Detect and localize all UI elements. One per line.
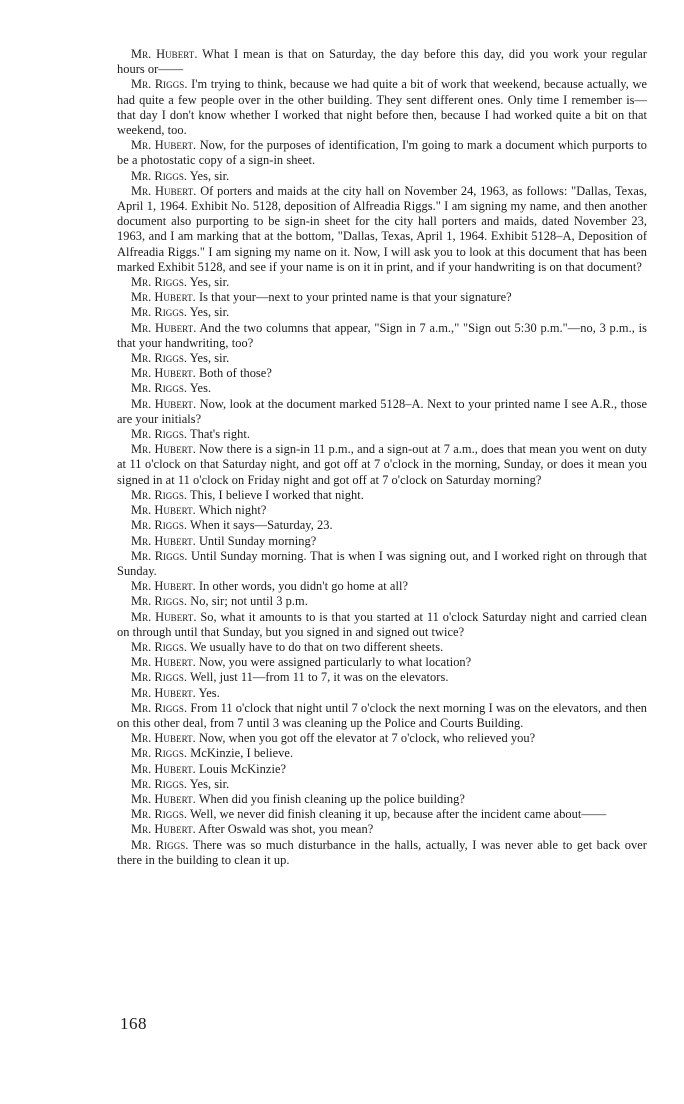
speech-text: Is that your—next to your printed name is that your signature? [198,290,512,305]
speaker-name: Mr. Riggs. [131,700,188,715]
transcript-paragraph [117,442,647,488]
transcript-paragraph [117,701,647,731]
speech-text: Now there is a sign-in 11 p.m., and a sign-out at 7 a.m., does that mean you went on duty at 11 o'clock on that Saturday night, and got off at 7 o'clock in the morning, Sunday, or does it mean you signed in at 11 o'clock on Friday night and got off at 7 o'clock on Saturday morning? [117,442,648,487]
transcript-body [117,47,647,868]
speaker-name: Mr. Riggs. [131,305,188,320]
transcript-paragraph [117,822,647,837]
transcript-paragraph [117,731,647,746]
speaker-name: Mr. Riggs. [131,351,188,366]
speaker-name: Mr. Hubert. [131,47,198,61]
transcript-paragraph [117,427,647,442]
speech-text: So, what it amounts to is that you started at 11 o'clock Saturday night and carried clean on through until that Sunday, but you signed in and signed out twice? [117,609,647,639]
transcript-paragraph [117,655,647,670]
transcript-paragraph [117,366,647,381]
speaker-name: Mr. Riggs. [131,487,188,502]
speech-text: Of porters and maids at the city hall on November 24, 1963, as follows: "Dallas, Texas, April 1, 1964. Exhibit No. 5128, deposition of Alfreadia Riggs." I am signing my name, and then another document also purporting to be sign-in sheet for the city hall porters and maids, dated November 23, 1963, and I am marking that at the bottom, "Dallas, Texas, April 1, 1964. Exhibit 5128–A, Deposition of Alfreadia Riggs." I am signing my name on it. Now, I will ask you to look at this document that has been marked Exhibit 5128, and see if your name is on it in print, and if your handwriting is on that document? [117,183,647,274]
speaker-name: Mr. Hubert. [131,366,196,381]
transcript-paragraph [117,807,647,822]
transcript-paragraph [117,579,647,594]
speaker-name: Mr. Riggs. [131,594,188,609]
speech-text: McKinzie, I believe. [190,746,294,761]
transcript-paragraph [117,518,647,533]
transcript-paragraph [117,838,647,868]
speech-text: This, I believe I worked that night. [190,487,364,502]
speaker-name: Mr. Hubert. [131,290,196,305]
transcript-paragraph [117,594,647,609]
speech-text: From 11 o'clock that night until 7 o'clock the next morning I was on the elevators, and then on this other deal, from 7 until 3 was cleaning up the Police and Courts Building. [117,700,647,730]
speaker-name: Mr. Hubert. [131,822,196,837]
transcript-paragraph [117,381,647,396]
speaker-name: Mr. Riggs. [131,168,188,183]
transcript-paragraph [117,488,647,503]
speech-text: Now, when you got off the elevator at 7 o'clock, who relieved you? [198,731,536,746]
transcript-paragraph [117,184,647,275]
speaker-name: Mr. Riggs. [131,837,189,852]
speech-text: Yes, sir. [189,305,230,320]
speech-text: Well, just 11—from 11 to 7, it was on the elevators. [190,670,449,685]
transcript-paragraph [117,792,647,807]
speaker-name: Mr. Riggs. [131,746,188,761]
transcript-paragraph [117,77,647,138]
speech-text: Now, for the purposes of identification, I'm going to mark a document which purports to be a photostatic copy of a sign-in sheet. [117,138,647,168]
transcript-paragraph [117,640,647,655]
speech-text: Louis McKinzie? [198,761,287,776]
speech-text: Now, you were assigned particularly to what location? [198,655,472,670]
speech-text: There was so much disturbance in the halls, actually, I was never able to get back over there in the building to clean it up. [117,837,647,867]
transcript-paragraph [117,746,647,761]
transcript-paragraph [117,169,647,184]
speech-text: In other words, you didn't go home at all? [198,579,409,594]
speaker-name: Mr. Hubert. [131,442,196,457]
speaker-name: Mr. Hubert. [131,761,196,776]
transcript-paragraph [117,138,647,168]
speech-text: Now, look at the document marked 5128–A. Next to your printed name I see A.R., those are your initials? [117,396,647,426]
speech-text: Yes, sir. [189,275,230,290]
speech-text: What I mean is that on Saturday, the day before this day, did you work your regular hours or—— [117,47,647,77]
speech-text: Yes, sir. [189,168,230,183]
transcript-paragraph [117,47,647,77]
speaker-name: Mr. Hubert. [131,320,197,335]
speech-text: Both of those? [198,366,272,381]
transcript-paragraph [117,534,647,549]
speaker-name: Mr. Riggs. [131,518,188,533]
speaker-name: Mr. Hubert. [131,503,196,518]
speech-text: Which night? [198,503,267,518]
speaker-name: Mr. Hubert. [131,396,197,411]
speech-text: Until Sunday morning? [198,533,317,548]
speaker-name: Mr. Hubert. [131,731,196,746]
speaker-name: Mr. Hubert. [131,791,196,806]
transcript-paragraph [117,610,647,640]
speaker-name: Mr. Riggs. [131,548,188,563]
speaker-name: Mr. Hubert. [131,609,197,624]
transcript-paragraph [117,549,647,579]
speaker-name: Mr. Hubert. [131,183,197,198]
transcript-paragraph [117,762,647,777]
transcript-paragraph [117,290,647,305]
speaker-name: Mr. Hubert. [131,655,196,670]
transcript-paragraph [117,397,647,427]
speaker-name: Mr. Riggs. [131,670,188,685]
speech-text: I'm trying to think, because we had quite a bit of work that weekend, because actually, we had quite a few people over in the other building. They sent different ones. Only time I remember is—that day I don't know whether I worked that night before then, because I had worked quite a bit on that weekend, too. [117,77,647,138]
speaker-name: Mr. Riggs. [131,77,188,92]
speaker-name: Mr. Hubert. [131,533,196,548]
transcript-page [117,47,647,868]
speaker-name: Mr. Riggs. [131,776,188,791]
speech-text: When it says—Saturday, 23. [190,518,333,533]
speech-text: After Oswald was shot, you mean? [198,822,374,837]
transcript-paragraph [117,275,647,290]
speaker-name: Mr. Riggs. [131,381,188,396]
transcript-paragraph [117,305,647,320]
speech-text: Until Sunday morning. That is when I was signing out, and I worked right on through that Sunday. [117,548,647,578]
transcript-paragraph [117,670,647,685]
speech-text: Yes. [198,685,220,700]
page-number: 168 [120,1014,147,1033]
speech-text: Yes. [189,381,212,396]
speaker-name: Mr. Hubert. [131,579,196,594]
transcript-paragraph [117,686,647,701]
speech-text: Yes, sir. [189,351,230,366]
transcript-paragraph [117,503,647,518]
speaker-name: Mr. Riggs. [131,427,188,442]
speech-text: No, sir; not until 3 p.m. [190,594,308,609]
speaker-name: Mr. Riggs. [131,807,188,822]
speaker-name: Mr. Hubert. [131,685,196,700]
speech-text: When did you finish cleaning up the police building? [198,791,465,806]
speech-text: Yes, sir. [189,776,230,791]
speech-text: That's right. [190,427,251,442]
transcript-paragraph [117,321,647,351]
transcript-paragraph [117,777,647,792]
transcript-paragraph [117,351,647,366]
speaker-name: Mr. Riggs. [131,275,188,290]
speech-text: Well, we never did finish cleaning it up, because after the incident came about—— [190,807,607,822]
speech-text: And the two columns that appear, "Sign in 7 a.m.," "Sign out 5:30 p.m."—no, 3 p.m., is that your handwriting, too? [117,320,648,350]
speaker-name: Mr. Riggs. [131,639,188,654]
speaker-name: Mr. Hubert. [131,138,197,153]
speech-text: We usually have to do that on two different sheets. [190,639,444,654]
